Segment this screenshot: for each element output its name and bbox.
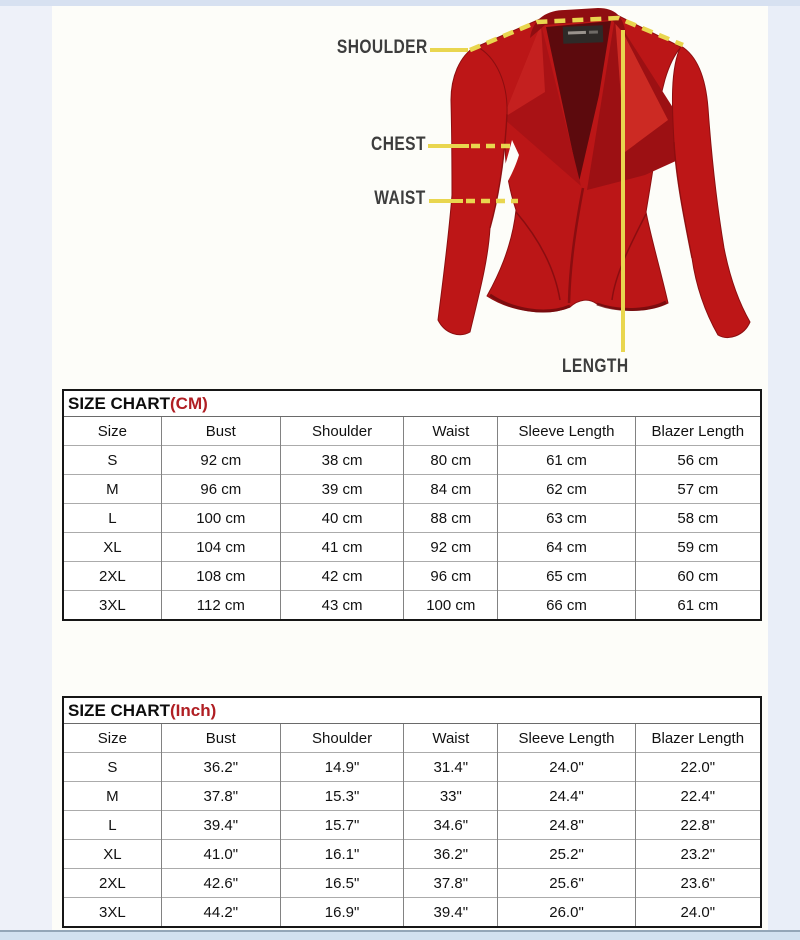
table-cell: 92 cm xyxy=(404,533,498,562)
table-row xyxy=(64,446,760,475)
table-row xyxy=(64,533,760,562)
table-cell: 84 cm xyxy=(404,475,498,504)
table-cell: 34.6" xyxy=(404,811,498,840)
table-cell: 16.5" xyxy=(280,869,403,898)
table-cell: 61 cm xyxy=(635,591,760,620)
table-cell: 80 cm xyxy=(404,446,498,475)
table-cell: 62 cm xyxy=(498,475,635,504)
column-header: Waist xyxy=(404,724,498,753)
column-header: Waist xyxy=(404,417,498,446)
table-cell: 3XL xyxy=(64,591,161,620)
table-cell: 42 cm xyxy=(280,562,403,591)
table-cell: 3XL xyxy=(64,898,161,927)
table-cell: 104 cm xyxy=(161,533,280,562)
table-cell: 37.8" xyxy=(161,782,280,811)
table-cell: 24.4" xyxy=(498,782,635,811)
column-header: Sleeve Length xyxy=(498,724,635,753)
table-cell: 25.2" xyxy=(498,840,635,869)
table-cell: 112 cm xyxy=(161,591,280,620)
table-cell: 41 cm xyxy=(280,533,403,562)
table-row xyxy=(64,782,760,811)
size-chart-cm-unit: (CM) xyxy=(170,394,208,413)
size-chart-title-text: SIZE CHART xyxy=(68,394,170,413)
table-cell: 16.9" xyxy=(280,898,403,927)
table-row xyxy=(64,840,760,869)
column-header: Size xyxy=(97,729,127,747)
table-cell: 26.0" xyxy=(498,898,635,927)
table-cell: 100 cm xyxy=(404,591,498,620)
size-chart-cm xyxy=(62,389,762,621)
table-cell: 64 cm xyxy=(498,533,635,562)
column-header: Blazer Length xyxy=(635,724,760,753)
column-header: Blazer Length xyxy=(635,417,760,446)
table-cell: 96 cm xyxy=(404,562,498,591)
column-header: Bust xyxy=(161,417,280,446)
table-cell: 39 cm xyxy=(280,475,403,504)
waist-label: WAIST xyxy=(374,188,426,209)
table-cell: 24.8" xyxy=(498,811,635,840)
header-row xyxy=(64,417,760,446)
column-header: Sleeve Length xyxy=(498,417,635,446)
size-chart-cm-title xyxy=(64,391,760,417)
table-cell: 56 cm xyxy=(635,446,760,475)
chest-label: CHEST xyxy=(371,134,426,155)
table-cell: XL xyxy=(64,840,161,869)
table-cell: 38 cm xyxy=(280,446,403,475)
blazer-right-sleeve xyxy=(672,46,750,337)
table-row xyxy=(64,869,760,898)
shoulder-label: SHOULDER xyxy=(337,37,428,58)
table-cell: 65 cm xyxy=(498,562,635,591)
table-row xyxy=(64,811,760,840)
column-header: Shoulder xyxy=(280,724,403,753)
bottom-border-strip xyxy=(0,930,800,940)
length-label: LENGTH xyxy=(562,356,629,377)
table-cell: 41.0" xyxy=(161,840,280,869)
size-chart-title-text: SIZE CHART xyxy=(68,701,170,720)
size-chart-inch xyxy=(62,696,762,928)
table-cell: XL xyxy=(64,533,161,562)
table-cell: 31.4" xyxy=(404,753,498,782)
table-cell: 100 cm xyxy=(161,504,280,533)
table-row xyxy=(64,591,760,620)
table-cell: 23.2" xyxy=(635,840,760,869)
table-cell: 58 cm xyxy=(635,504,760,533)
table-cell: 57 cm xyxy=(635,475,760,504)
table-cell: 23.6" xyxy=(635,869,760,898)
table-cell: 33" xyxy=(404,782,498,811)
size-chart-inch-title xyxy=(64,698,760,724)
table-cell: L xyxy=(64,811,161,840)
table-cell: 25.6" xyxy=(498,869,635,898)
table-cell: 40 cm xyxy=(280,504,403,533)
column-header: Size xyxy=(97,422,127,440)
table-cell: 88 cm xyxy=(404,504,498,533)
table-cell: L xyxy=(64,504,161,533)
table-cell: 22.8" xyxy=(635,811,760,840)
table-cell: 96 cm xyxy=(161,475,280,504)
table-cell: M xyxy=(64,475,161,504)
table-row xyxy=(64,504,760,533)
table-cell: 24.0" xyxy=(635,898,760,927)
brand-tag xyxy=(563,25,604,43)
table-cell: 44.2" xyxy=(161,898,280,927)
table-cell: 63 cm xyxy=(498,504,635,533)
table-cell: 92 cm xyxy=(161,446,280,475)
column-header: Shoulder xyxy=(280,417,403,446)
size-chart-inch-unit: (Inch) xyxy=(170,701,217,720)
table-cell: 42.6" xyxy=(161,869,280,898)
table-cell: 37.8" xyxy=(404,869,498,898)
table-cell: 36.2" xyxy=(161,753,280,782)
size-chart-inch-table xyxy=(64,724,760,926)
table-cell: 43 cm xyxy=(280,591,403,620)
table-cell: S xyxy=(64,446,161,475)
table-cell: 15.7" xyxy=(280,811,403,840)
table-cell: 14.9" xyxy=(280,753,403,782)
table-cell: 66 cm xyxy=(498,591,635,620)
table-cell: 15.3" xyxy=(280,782,403,811)
table-cell: 61 cm xyxy=(498,446,635,475)
table-cell: M xyxy=(64,782,161,811)
table-cell: 22.0" xyxy=(635,753,760,782)
table-cell: 108 cm xyxy=(161,562,280,591)
table-cell: 2XL xyxy=(64,869,161,898)
size-chart-cm-table xyxy=(64,417,760,619)
table-cell: 24.0" xyxy=(498,753,635,782)
table-cell: 16.1" xyxy=(280,840,403,869)
table-cell: 2XL xyxy=(64,562,161,591)
table-row xyxy=(64,475,760,504)
table-row xyxy=(64,898,760,927)
header-row xyxy=(64,724,760,753)
blazer-measurement-diagram xyxy=(0,0,800,386)
table-row xyxy=(64,753,760,782)
table-cell: 39.4" xyxy=(161,811,280,840)
table-cell: 36.2" xyxy=(404,840,498,869)
table-cell: 59 cm xyxy=(635,533,760,562)
table-cell: 60 cm xyxy=(635,562,760,591)
table-cell: 22.4" xyxy=(635,782,760,811)
column-header: Bust xyxy=(161,724,280,753)
table-cell: S xyxy=(64,753,161,782)
table-row xyxy=(64,562,760,591)
table-cell: 39.4" xyxy=(404,898,498,927)
